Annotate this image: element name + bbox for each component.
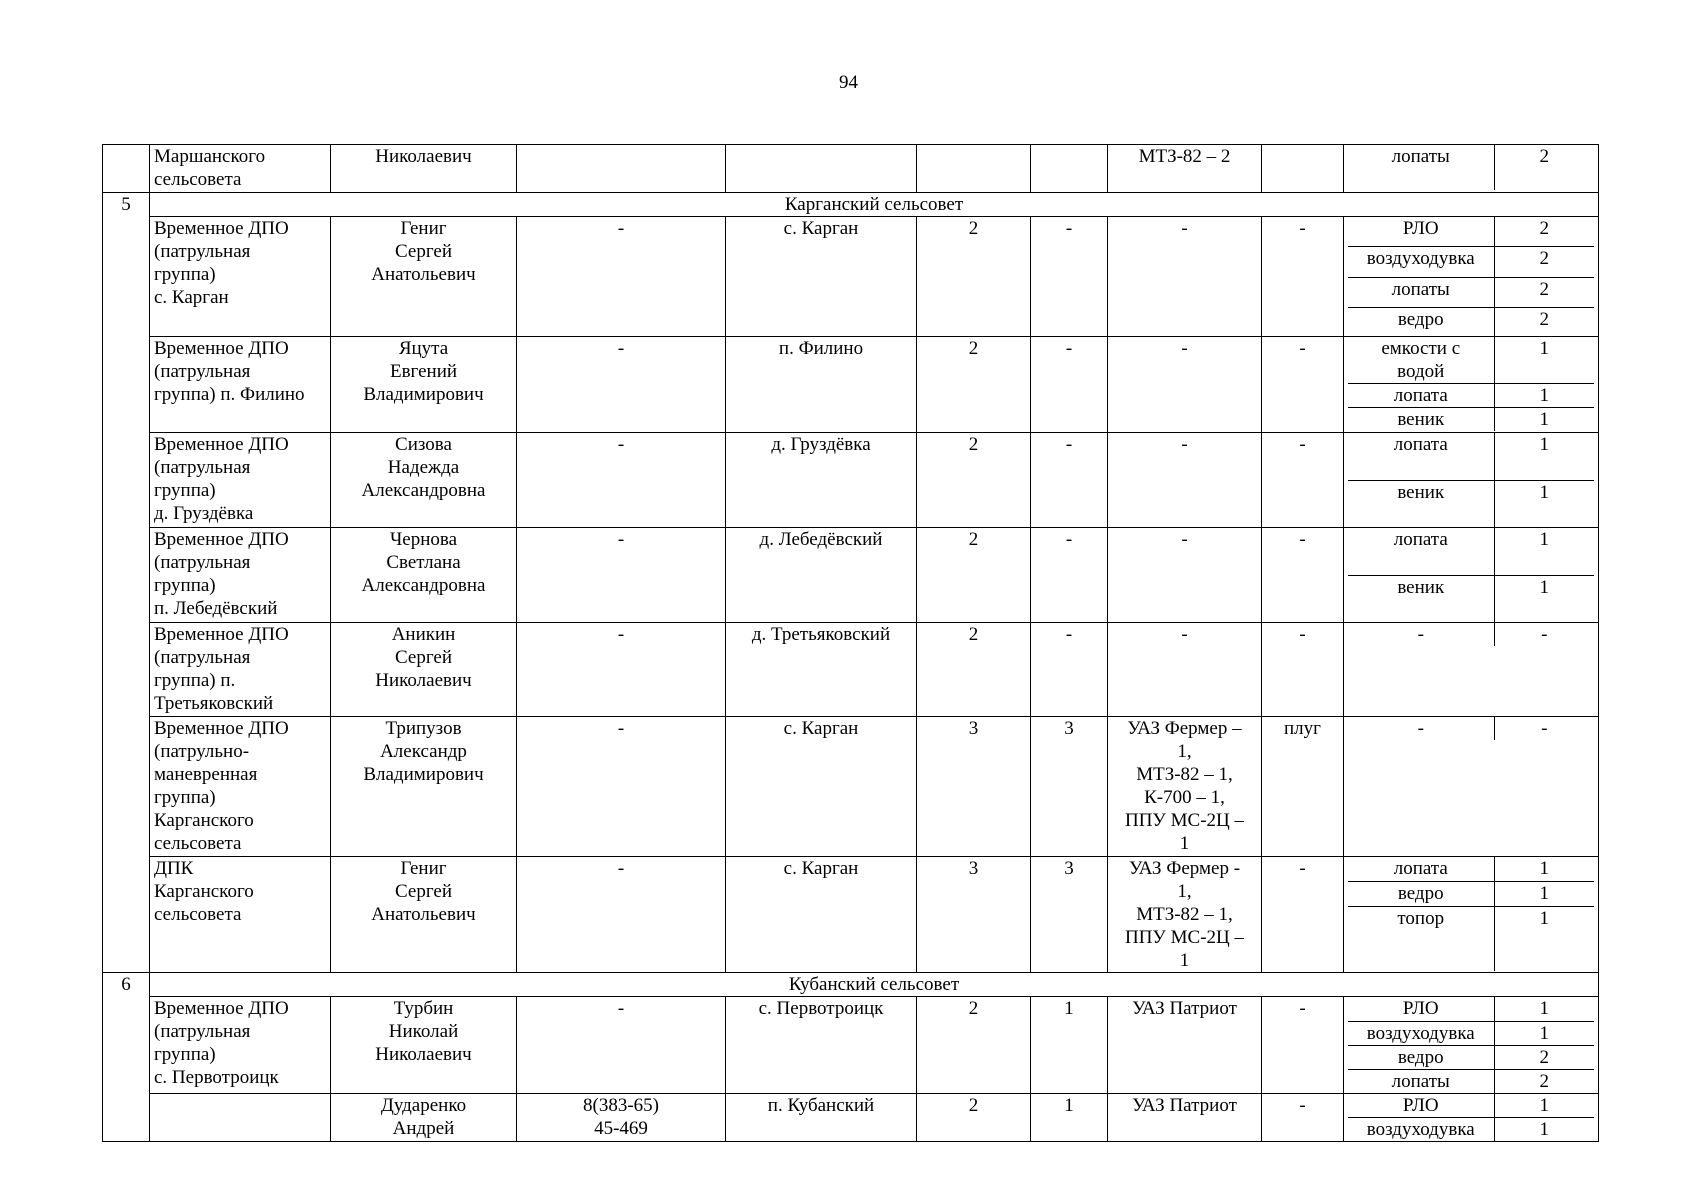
equipment-item: - xyxy=(1417,624,1424,645)
phone: - xyxy=(517,528,726,623)
equipment-item: веник xyxy=(1397,577,1445,598)
equipment-item: лопаты xyxy=(1391,146,1450,167)
equipment-qty: 1 xyxy=(1494,997,1594,1022)
vehicles: - xyxy=(1108,528,1262,623)
extra-tech: - xyxy=(1262,217,1344,337)
equipment-qty: 1 xyxy=(1494,528,1594,576)
people-count: 2 xyxy=(917,997,1031,1094)
unit-head: Гениг Сергей Анатольевич xyxy=(331,857,517,973)
phone: - xyxy=(517,997,726,1094)
vehicles: УАЗ Фермер - 1, МТЗ-82 – 1, ППУ МС-2Ц – 1 xyxy=(1108,857,1262,973)
location: с. Карган xyxy=(726,857,917,973)
unit-row xyxy=(103,717,1599,857)
people-count: 2 xyxy=(917,528,1031,623)
people-count: 2 xyxy=(917,433,1031,528)
tech-count: 3 xyxy=(1031,717,1108,857)
equipment-qty: 2 xyxy=(1494,278,1594,308)
phone: - xyxy=(517,857,726,973)
row-number xyxy=(103,145,150,193)
equipment-qty: 2 xyxy=(1494,217,1594,247)
tech-count: 1 xyxy=(1031,1094,1108,1142)
unit-head: Аникин Сергей Николаевич xyxy=(331,623,517,717)
fire-units-table xyxy=(102,144,1599,1142)
equipment-item: веник xyxy=(1397,482,1445,503)
equipment-item: лопата xyxy=(1348,433,1494,481)
equipment-cell xyxy=(1344,528,1599,623)
location: с. Первотроицк xyxy=(726,997,917,1094)
equipment-qty: 1 xyxy=(1494,1022,1594,1046)
unit-row xyxy=(103,857,1599,973)
unit-head: Трипузов Александр Владимирович xyxy=(331,717,517,857)
vehicles: МТЗ-82 – 2 xyxy=(1108,145,1262,193)
extra-tech: - xyxy=(1262,528,1344,623)
equipment-item: емкости с водой xyxy=(1348,337,1494,384)
tech-count: - xyxy=(1031,337,1108,433)
unit-head: Турбин Николай Николаевич xyxy=(331,997,517,1094)
vehicles: УАЗ Патриот xyxy=(1108,1094,1262,1142)
equipment-item: воздуходувка xyxy=(1366,1119,1475,1140)
people-count: 2 xyxy=(917,217,1031,337)
equipment-qty: 2 xyxy=(1494,145,1594,190)
equipment-item: РЛО xyxy=(1348,1094,1494,1118)
unit-name: Маршанского сельсовета xyxy=(150,145,331,193)
phone: - xyxy=(517,623,726,717)
phone xyxy=(517,145,726,193)
unit-row xyxy=(103,337,1599,433)
location: с. Карган xyxy=(726,717,917,857)
phone: - xyxy=(517,337,726,433)
equipment-item: воздуходувка xyxy=(1348,247,1494,278)
equipment-cell xyxy=(1344,433,1599,528)
equipment-cell xyxy=(1344,857,1599,973)
equipment-item: ведро xyxy=(1348,1046,1494,1070)
unit-name: Временное ДПО (патрульная группа) п. Филино xyxy=(150,337,331,433)
vehicles: УАЗ Фермер – 1, МТЗ-82 – 1, К-700 – 1, ППУ МС-2Ц – 1 xyxy=(1108,717,1262,857)
unit-row xyxy=(103,1094,1599,1142)
equipment-qty: 1 xyxy=(1494,857,1594,882)
equipment-item: воздуходувка xyxy=(1348,1022,1494,1046)
equipment-qty: 2 xyxy=(1494,1046,1594,1070)
people-count: 2 xyxy=(917,623,1031,717)
section-header-row xyxy=(103,193,1599,217)
equipment-cell xyxy=(1344,717,1599,857)
vehicles: УАЗ Патриот xyxy=(1108,997,1262,1094)
unit-head: Гениг Сергей Анатольевич xyxy=(331,217,517,337)
unit-name: ДПК Карганского сельсовета xyxy=(150,857,331,973)
unit-name xyxy=(150,1094,331,1142)
tech-count: 1 xyxy=(1031,997,1108,1094)
extra-tech: - xyxy=(1262,433,1344,528)
equipment-qty: 1 xyxy=(1494,384,1594,408)
unit-name: Временное ДПО (патрульная группа) п. Лебедёвский xyxy=(150,528,331,623)
unit-row xyxy=(103,623,1599,717)
vehicles: - xyxy=(1108,217,1262,337)
tech-count: 3 xyxy=(1031,857,1108,973)
unit-row xyxy=(103,217,1599,337)
equipment-item: РЛО xyxy=(1348,217,1494,247)
equipment-qty: 1 xyxy=(1494,433,1594,481)
extra-tech: - xyxy=(1262,623,1344,717)
equipment-item: веник xyxy=(1397,409,1445,430)
equipment-cell xyxy=(1344,217,1599,337)
unit-name: Временное ДПО (патрульная группа) с. Карган xyxy=(150,217,331,337)
location: д. Лебедёвский xyxy=(726,528,917,623)
equipment-qty: 1 xyxy=(1494,576,1594,623)
unit-row xyxy=(103,997,1599,1094)
location: п. Филино xyxy=(726,337,917,433)
page-number: 94 xyxy=(839,72,858,93)
equipment-item: лопата xyxy=(1348,528,1494,576)
equipment-qty: 1 xyxy=(1494,1118,1594,1142)
unit-row xyxy=(103,528,1599,623)
location xyxy=(726,145,917,193)
extra-tech: - xyxy=(1262,857,1344,973)
equipment-qty: 1 xyxy=(1494,337,1594,384)
location: д. Груздёвка xyxy=(726,433,917,528)
section-header-row xyxy=(103,973,1599,997)
unit-name: Временное ДПО (патрульная группа) д. Груздёвка xyxy=(150,433,331,528)
equipment-item: - xyxy=(1417,718,1424,739)
tech-count: - xyxy=(1031,623,1108,717)
people-count: 2 xyxy=(917,337,1031,433)
people-count xyxy=(917,145,1031,193)
equipment-item: лопаты xyxy=(1391,1071,1450,1092)
equipment-qty: - xyxy=(1494,623,1594,646)
equipment-item: РЛО xyxy=(1348,997,1494,1022)
phone: 8(383-65) 45-469 xyxy=(517,1094,726,1142)
equipment-cell xyxy=(1344,623,1599,717)
unit-name: Временное ДПО (патрульная группа) с. Первотроицк xyxy=(150,997,331,1094)
location: д. Третьяковский xyxy=(726,623,917,717)
equipment-item: топор xyxy=(1397,908,1445,929)
equipment-qty: 2 xyxy=(1494,1070,1594,1094)
equipment-cell xyxy=(1344,145,1599,193)
phone: - xyxy=(517,217,726,337)
location: с. Карган xyxy=(726,217,917,337)
phone: - xyxy=(517,433,726,528)
equipment-qty: 1 xyxy=(1494,481,1594,528)
equipment-item: лопата xyxy=(1348,384,1494,408)
unit-head: Чернова Светлана Александровна xyxy=(331,528,517,623)
unit-head: Дударенко Андрей xyxy=(331,1094,517,1142)
tech-count: - xyxy=(1031,217,1108,337)
unit-row xyxy=(103,433,1599,528)
vehicles: - xyxy=(1108,433,1262,528)
equipment-qty: 1 xyxy=(1494,1094,1594,1118)
equipment-qty: 2 xyxy=(1494,247,1594,278)
extra-tech xyxy=(1262,145,1344,193)
equipment-qty: 1 xyxy=(1494,907,1594,972)
equipment-cell xyxy=(1344,997,1599,1094)
people-count: 3 xyxy=(917,857,1031,973)
section-title: Кубанский сельсовет xyxy=(150,973,1599,997)
equipment-cell xyxy=(1344,1094,1599,1142)
unit-name: Временное ДПО (патрульно- маневренная группа) Карганского сельсовета xyxy=(150,717,331,857)
equipment-item: ведро xyxy=(1397,309,1444,330)
people-count: 3 xyxy=(917,717,1031,857)
equipment-item: лопаты xyxy=(1348,278,1494,308)
equipment-cell xyxy=(1344,337,1599,433)
carry-over-row xyxy=(103,145,1599,193)
equipment-qty: 1 xyxy=(1494,408,1594,432)
extra-tech: плуг xyxy=(1262,717,1344,857)
extra-tech: - xyxy=(1262,337,1344,433)
phone: - xyxy=(517,717,726,857)
vehicles: - xyxy=(1108,337,1262,433)
tech-count xyxy=(1031,145,1108,193)
unit-name: Временное ДПО (патрульная группа) п. Третьяковский xyxy=(150,623,331,717)
vehicles: - xyxy=(1108,623,1262,717)
tech-count: - xyxy=(1031,528,1108,623)
unit-head: Сизова Надежда Александровна xyxy=(331,433,517,528)
section-title: Карганский сельсовет xyxy=(150,193,1599,217)
equipment-item: ведро xyxy=(1348,882,1494,907)
people-count: 2 xyxy=(917,1094,1031,1142)
unit-head: Николаевич xyxy=(331,145,517,193)
equipment-qty: - xyxy=(1494,717,1594,740)
section-number: 5 xyxy=(103,193,150,973)
equipment-item: лопата xyxy=(1348,857,1494,882)
tech-count: - xyxy=(1031,433,1108,528)
extra-tech: - xyxy=(1262,1094,1344,1142)
extra-tech: - xyxy=(1262,997,1344,1094)
equipment-qty: 2 xyxy=(1494,308,1594,337)
section-number: 6 xyxy=(103,973,150,1142)
location: п. Кубанский xyxy=(726,1094,917,1142)
unit-head: Яцута Евгений Владимирович xyxy=(331,337,517,433)
equipment-qty: 1 xyxy=(1494,882,1594,907)
